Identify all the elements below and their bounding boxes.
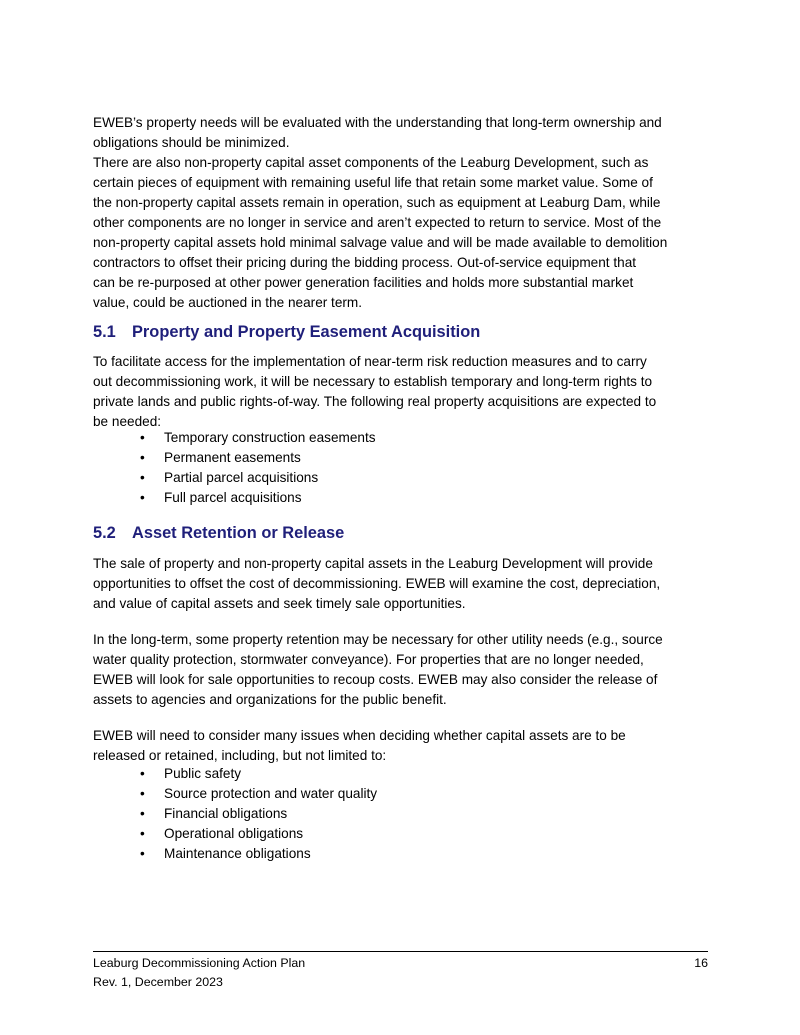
text-line: out decommissioning work, it will be necessary to establish temporary and long-term rights to xyxy=(93,374,653,389)
bullet-icon: • xyxy=(140,806,145,821)
text-line: EWEB’s property needs will be evaluated with the understanding that long-term ownership and xyxy=(93,115,662,130)
list-item-text: Maintenance obligations xyxy=(164,846,311,861)
non-property-paragraph xyxy=(93,153,667,313)
list-item xyxy=(140,448,376,468)
section-5-2-paragraph-1 xyxy=(93,554,660,614)
list-item xyxy=(140,824,377,844)
bullet-icon: • xyxy=(140,470,145,485)
bullet-icon: • xyxy=(140,450,145,465)
text-line: EWEB will look for sale opportunities to recoup costs. EWEB may also consider the release of xyxy=(93,672,658,687)
text-line: value, could be auctioned in the nearer term. xyxy=(93,295,363,310)
text-line: EWEB will need to consider many issues when deciding whether capital assets are to be xyxy=(93,728,626,743)
considerations-list xyxy=(93,764,377,864)
text-line: released or retained, including, but not limited to: xyxy=(93,748,387,763)
text-line: obligations should be minimized. xyxy=(93,135,290,150)
text-line: can be re-purposed at other power generation facilities and holds more substantial market xyxy=(93,275,634,290)
section-5-2-heading xyxy=(93,524,344,543)
intro-paragraph xyxy=(93,113,662,153)
text-line: and value of capital assets and seek timely sale opportunities. xyxy=(93,596,466,611)
list-item xyxy=(140,764,377,784)
text-line: To facilitate access for the implementation of near-term risk reduction measures and to carry xyxy=(93,354,647,369)
text-line: be needed: xyxy=(93,414,162,429)
list-item-text: Operational obligations xyxy=(164,826,304,841)
list-item xyxy=(140,428,376,448)
text-line: contractors to offset their pricing during the bidding process. Out-of-service equipment that xyxy=(93,255,637,270)
text-line: In the long-term, some property retention may be necessary for other utility needs (e.g., source xyxy=(93,632,663,647)
page-number: 16 xyxy=(694,956,708,970)
bullet-icon: • xyxy=(140,430,145,445)
text-line: assets to agencies and organizations for the public benefit. xyxy=(93,692,447,707)
section-title: Asset Retention or Release xyxy=(132,524,345,542)
footer-document-title: Leaburg Decommissioning Action Plan xyxy=(93,956,306,970)
text-line: The sale of property and non-property capital assets in the Leaburg Development will provide xyxy=(93,556,653,571)
footer-revision: Rev. 1, December 2023 xyxy=(93,975,223,989)
list-item xyxy=(140,488,376,508)
section-5-1-heading xyxy=(93,323,480,342)
list-item-text: Temporary construction easements xyxy=(164,430,376,445)
list-item-text: Source protection and water quality xyxy=(164,786,378,801)
section-5-2-paragraph-3 xyxy=(93,726,626,766)
text-line: water quality protection, stormwater conveyance). For properties that are no longer needed, xyxy=(93,652,644,667)
page-footer xyxy=(93,951,708,992)
list-item-text: Public safety xyxy=(164,766,242,781)
text-line: the non-property capital assets remain in operation, such as equipment at Leaburg Dam, while xyxy=(93,195,661,210)
list-item-text: Financial obligations xyxy=(164,806,288,821)
section-5-1-paragraph xyxy=(93,352,656,432)
text-line: There are also non-property capital asset components of the Leaburg Development, such as xyxy=(93,155,649,170)
section-title: Property and Property Easement Acquisition xyxy=(132,323,481,341)
text-line: opportunities to offset the cost of decommissioning. EWEB will examine the cost, depreciation, xyxy=(93,576,661,591)
bullet-icon: • xyxy=(140,846,145,861)
list-item-text: Full parcel acquisitions xyxy=(164,490,302,505)
text-line: private lands and public rights-of-way. The following real property acquisitions are expected to xyxy=(93,394,657,409)
section-5-2-paragraph-2 xyxy=(93,630,663,710)
text-line: certain pieces of equipment with remaining useful life that retain some market value. Some of xyxy=(93,175,653,190)
list-item xyxy=(140,844,377,864)
list-item-text: Partial parcel acquisitions xyxy=(164,470,319,485)
list-item xyxy=(140,784,377,804)
footer-row xyxy=(93,954,708,973)
bullet-icon: • xyxy=(140,786,145,801)
bullet-icon: • xyxy=(140,766,145,781)
list-item xyxy=(140,468,376,488)
bullet-icon: • xyxy=(140,490,145,505)
text-line: non-property capital assets hold minimal salvage value and will be made available to demolition xyxy=(93,235,668,250)
bullet-icon: • xyxy=(140,826,145,841)
list-item-text: Permanent easements xyxy=(164,450,301,465)
text-line: other components are no longer in service and aren’t expected to return to service. Most of the xyxy=(93,215,662,230)
footer-row xyxy=(93,973,708,992)
acquisitions-list xyxy=(93,428,376,508)
section-number: 5.2 xyxy=(93,524,116,542)
list-item xyxy=(140,804,377,824)
section-number: 5.1 xyxy=(93,323,116,341)
